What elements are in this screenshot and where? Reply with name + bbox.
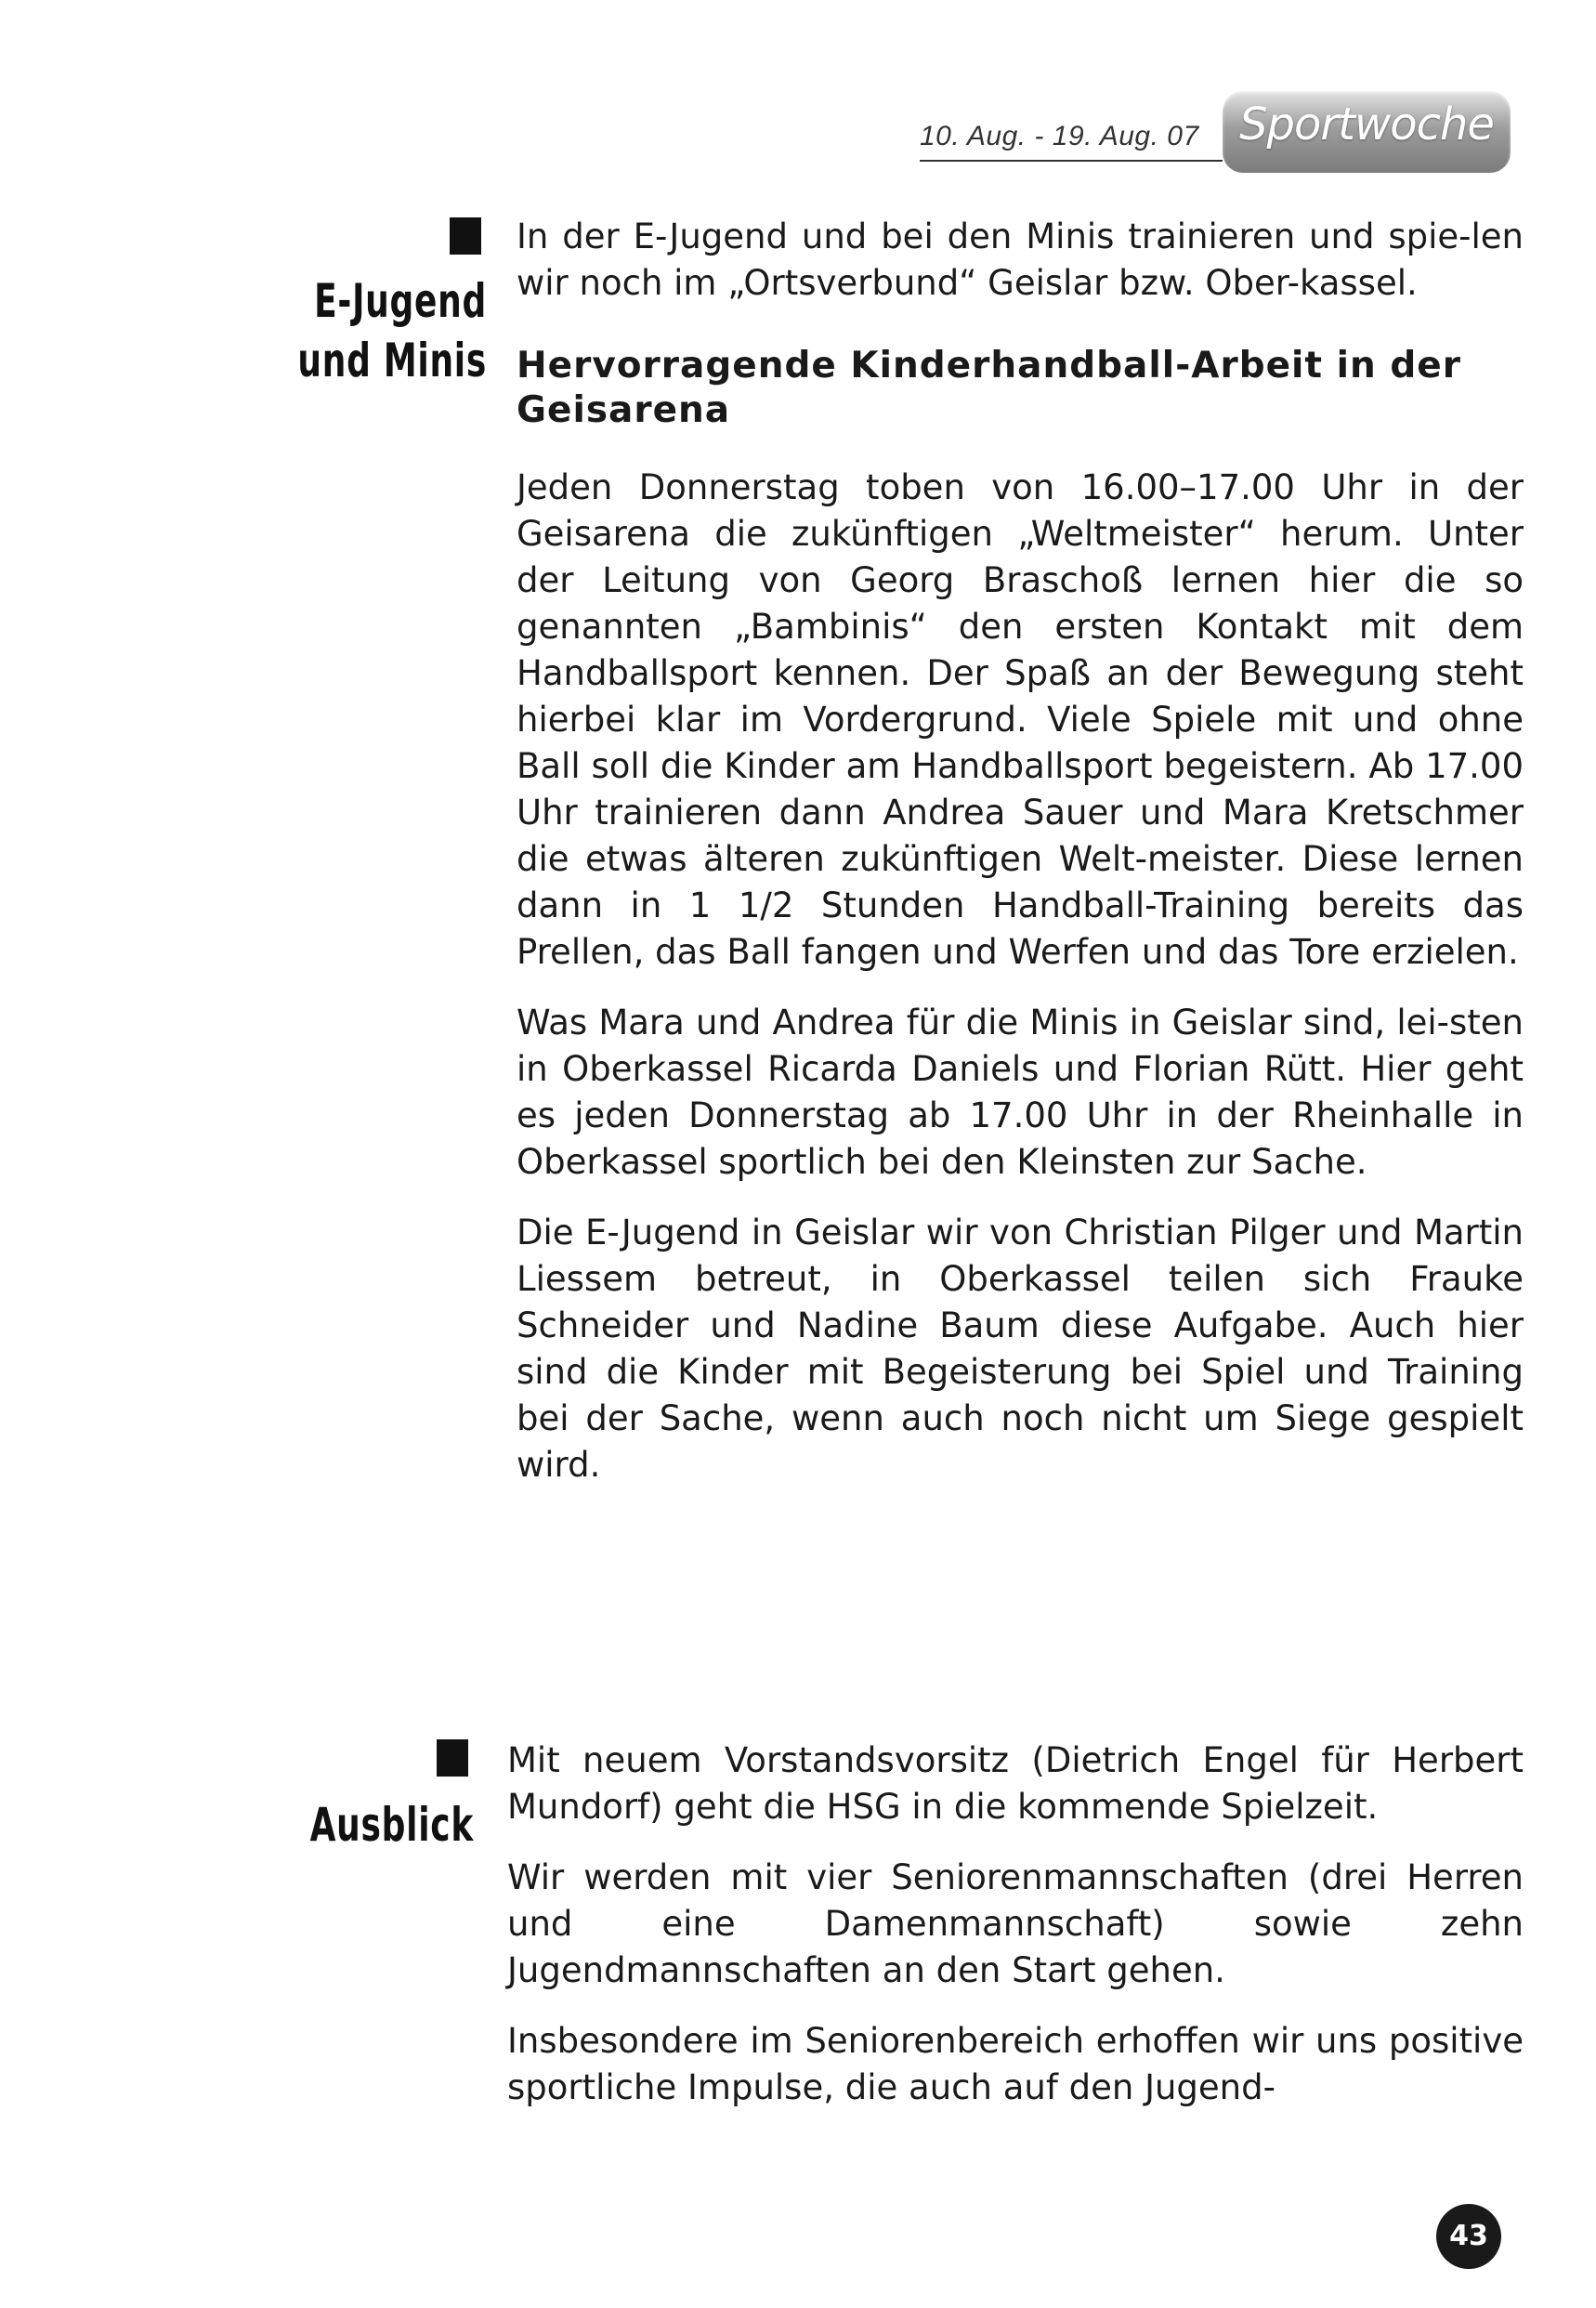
paragraph: Wir werden mit vier Seniorenmannschaften (drei Herren und eine Damenmannschaft) sowie zehn Jugendmannschaften an den Start gehen. <box>507 1857 1524 1990</box>
paragraph: Die E-Jugend in Geislar wir von Christian Pilger und Martin Liessem betreut, in Oberkassel teilen sich Frauke Schneider und Nadine Baum diese Aufgabe. Auch hier sind die Kinder mit Begeisterung bei Spiel und Training bei der Sache, wenn auch noch nicht um Siege gespielt wird. <box>517 1213 1524 1485</box>
section-marker-e-jugend <box>450 217 481 255</box>
date-underline <box>920 160 1223 162</box>
paragraph: Jeden Donnerstag toben von 16.00–17.00 Uhr in der Geisarena die zukünftigen „Weltmeister“ herum. Unter der Leitung von Georg Braschoß lernen hier die so genannten „Bambinis“ den ersten Kontakt mit dem Handballsport kennen. Der Spaß an der Bewegung steht hierbei klar im Vordergrund. Viele Spiele mit und ohne Ball soll die Kinder am Handballsport begeistern. Ab 17.00 Uhr trainieren dann Andrea Sauer und Mara Kretschmer die etwas älteren zukünftigen Welt-meister. Diese lernen dann in 1 1/2 Stunden Handball-Training bereits das Prellen, das Ball fangen und Werfen und das Tore erzielen. <box>517 467 1524 972</box>
heading-line-2: und Minis <box>297 334 487 387</box>
badge-label: Sportwoche <box>1239 98 1494 151</box>
paragraph: Mit neuem Vorstandsvorsitz (Dietrich Engel für Herbert Mundorf) geht die HSG in die kommende Spielzeit. <box>507 1740 1524 1827</box>
section-heading-e-jugend <box>286 271 487 390</box>
page-number: 43 <box>1436 2204 1501 2269</box>
subheading: Hervorragende Kinderhandball-Arbeit in der Geisarena <box>517 345 1461 431</box>
sportwoche-badge <box>1223 91 1511 173</box>
section-heading-ausblick <box>273 1795 474 1855</box>
section-body-e-jugend <box>517 214 1524 1513</box>
heading-line: Ausblick <box>309 1798 474 1852</box>
intro-paragraph: In der E-Jugend und bei den Minis trainieren und spie-len wir noch im „Ortsverbund“ Geislar bzw. Ober-kassel. <box>517 216 1524 303</box>
section-marker-ausblick <box>437 1739 468 1777</box>
heading-line-1: E-Jugend <box>314 274 487 328</box>
section-body-ausblick <box>507 1738 1524 2135</box>
paragraph: Was Mara und Andrea für die Minis in Geislar sind, lei-sten in Oberkassel Ricarda Daniels und Florian Rütt. Hier geht es jeden Donnerstag ab 17.00 Uhr in der Rheinhalle in Oberkassel sportlich bei den Kleinsten zur Sache. <box>517 1003 1524 1182</box>
paragraph: Insbesondere im Seniorenbereich erhoffen wir uns positive sportliche Impulse, die auch auf den Jugend- <box>507 2021 1524 2107</box>
page-header <box>910 87 1524 177</box>
date-range: 10. Aug. - 19. Aug. 07 <box>920 121 1199 151</box>
